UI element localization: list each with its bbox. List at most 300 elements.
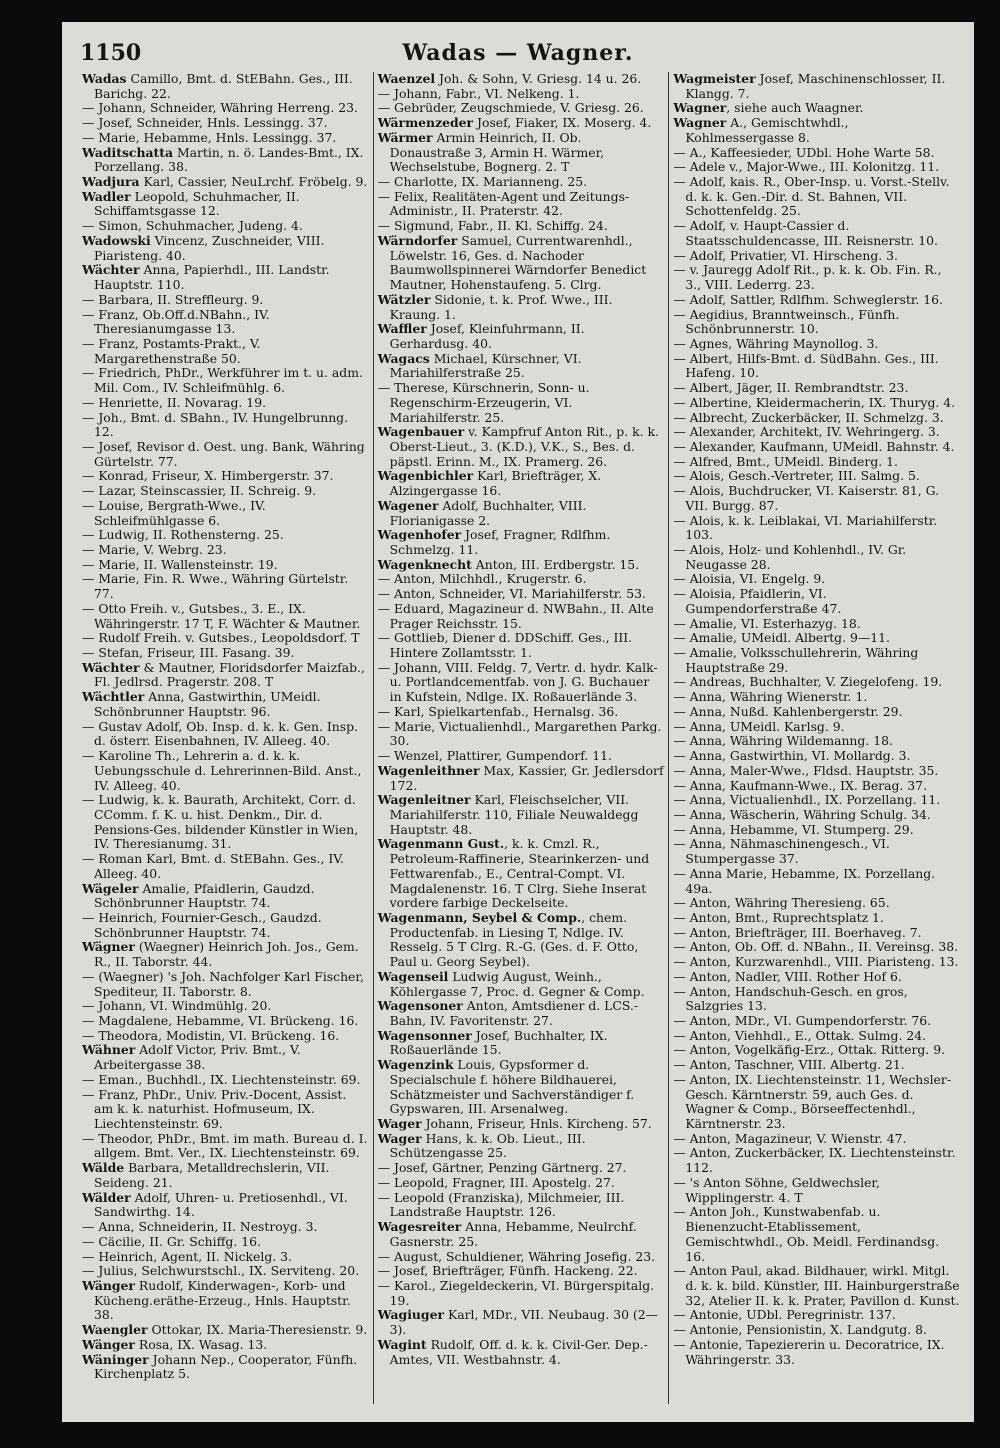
directory-entry xyxy=(378,131,665,175)
directory-entry xyxy=(82,1029,369,1044)
entry-details: — Marie, II. Wallensteinstr. 19. xyxy=(82,556,278,572)
entry-surname: Wänger xyxy=(82,1277,135,1293)
directory-entry xyxy=(673,411,960,426)
directory-entry xyxy=(82,646,369,661)
entry-details: — August, Schuldiener, Währing Josefig. 23. xyxy=(377,1248,656,1264)
entry-details: — Therese, Kürschnerin, Sonn- u. Regenschirm-Erzeugerin, VI. Mariahilferstr. 25. xyxy=(377,380,590,425)
entry-details: — Albert, Jäger, II. Rembrandtstr. 23. xyxy=(673,380,909,396)
directory-entry xyxy=(378,1250,665,1265)
entry-details: — Anton, IX. Liechtensteinstr. 11, Wechsler-Gesch. Kärntnerstr. 59, auch Ges. d. Wagner & Comp., Börseeffectenhdl., Kärntnerstr. 23. xyxy=(673,1071,951,1132)
entry-details: — Albrecht, Zuckerbäcker, II. Schmelzg. 3. xyxy=(673,409,944,425)
directory-entry xyxy=(82,690,369,719)
directory-entry xyxy=(378,1279,665,1308)
directory-entry xyxy=(82,131,369,146)
directory-entry xyxy=(378,1220,665,1249)
directory-entry xyxy=(673,705,960,720)
directory-entry xyxy=(673,1043,960,1058)
entry-details: — Anton Joh., Kunstwabenfab. u. Bienenzucht-Etablissement, Gemischtwhdl., Ob. Meidl. Ferdinandsg. 16. xyxy=(673,1204,940,1264)
directory-entry xyxy=(673,337,960,352)
entry-surname: Wagesreiter xyxy=(377,1219,462,1235)
directory-entry xyxy=(378,1176,665,1191)
directory-entry xyxy=(673,101,960,116)
running-head: Wadas — Wagner. xyxy=(402,40,634,66)
entry-details: Ludwig August, Weinh., Köhlergasse 7, Proc. d. Gegner & Comp. xyxy=(389,968,645,999)
entry-surname: Waenzel xyxy=(377,72,436,86)
entry-details: — Marie, Hebamme, Hnls. Lessingg. 37. xyxy=(82,129,337,145)
directory-entry xyxy=(673,1308,960,1323)
entry-details: — Anton, Kurzwarenhdl., VIII. Piaristeng. 13. xyxy=(673,954,959,970)
entry-surname: Wager xyxy=(377,1116,422,1132)
entry-details: — Henriette, II. Novarag. 19. xyxy=(82,394,267,410)
directory-entry xyxy=(82,970,369,999)
entry-surname: Wärndorfer xyxy=(377,232,458,248)
directory-entry xyxy=(673,587,960,616)
directory-entry xyxy=(82,337,369,366)
entry-details: — Albert, Hilfs-Bmt. d. SüdBahn. Ges., III. Hafeng. 10. xyxy=(673,350,939,381)
directory-entry xyxy=(378,558,665,573)
directory-entry xyxy=(378,352,665,381)
entry-details: — Roman Karl, Bmt. d. StEBahn. Ges., IV. Alleeg. 40. xyxy=(82,851,344,881)
entry-details: Michael, Kürschner, VI. Mariahilferstraße 25. xyxy=(389,350,582,381)
entry-details: — Johann, VIII. Feldg. 7, Vertr. d. hydr. Kalk- u. Portlandcementfab. von J. G. Buchauer in Kufstein, Ndlge. IX. Roßauerlände 3. xyxy=(377,659,658,705)
entry-details: — Theodor, PhDr., Bmt. im math. Bureau d. I. allgem. Bmt. Ver., IX. Liechtensteinstr. 69. xyxy=(82,1130,368,1161)
directory-entry xyxy=(82,263,369,292)
directory-page xyxy=(62,22,974,1422)
entry-details: — Alois, Buchdrucker, VI. Kaiserstr. 81, G. VII. Burgg. 87. xyxy=(673,483,940,513)
directory-entry xyxy=(378,1338,665,1367)
entry-details: Rudolf, Kinderwagen-, Korb- und Kücheng.eräthe-Erzeug., Hnls. Hauptstr. 38. xyxy=(94,1277,351,1323)
directory-entry xyxy=(378,1308,665,1337)
directory-entry xyxy=(673,1058,960,1073)
entry-details: — Marie, Victualienhdl., Margarethen Parkg. 30. xyxy=(377,718,662,749)
directory-entry xyxy=(673,293,960,308)
entry-surname: Wätzler xyxy=(377,291,431,307)
entry-details: — Heinrich, Fournier-Gesch., Gaudzd. Schönbrunner Hauptstr. 74. xyxy=(82,909,322,940)
entry-details: — Alois, Gesch.-Vertreter, III. Salmg. 5. xyxy=(673,468,920,484)
directory-entry xyxy=(378,1117,665,1132)
entry-details: — Adolf, kais. R., Ober-Insp. u. Vorst.-Stellv. d. k. k. Gen.-Dir. d. St. Bahnen, VII. Schottenfeldg. 25. xyxy=(673,174,950,219)
directory-entry xyxy=(82,1264,369,1279)
directory-entry xyxy=(82,1088,369,1132)
directory-entry xyxy=(673,1205,960,1264)
directory-entry xyxy=(673,440,960,455)
directory-entry xyxy=(82,1043,369,1072)
entry-details: Samuel, Currentwarenhdl., Löwelstr. 16, Ges. d. Nachoder Baumwollspinnerei Wärndorfer Benedict Mautner, Hohenstaufeng. 5. Clrg. xyxy=(389,232,647,293)
entry-details: Adolf Victor, Priv. Bmt., V. Arbeitergasse 38. xyxy=(94,1042,301,1073)
entry-details: Rosa, IX. Wasag. 13. xyxy=(134,1336,268,1352)
entry-details: — Simon, Schuhmacher, Judeng. 4. xyxy=(82,218,303,234)
directory-entry xyxy=(673,911,960,926)
directory-entry xyxy=(378,911,665,970)
entry-details: — Anna, Wäscherin, Währing Schulg. 34. xyxy=(673,806,931,822)
directory-entry xyxy=(378,1058,665,1117)
entry-details: — Otto Freih. v., Gutsbes., 3. E., IX. Währingerstr. 17 T, F. Wächter & Mautner. xyxy=(82,600,361,631)
entry-details: Rudolf, Off. d. k. k. Civil-Ger. Dep.-Amtes, VII. Westbahnstr. 4. xyxy=(389,1336,648,1367)
directory-entry xyxy=(378,793,665,837)
directory-entry xyxy=(673,985,960,1014)
entry-details: — Anton, Bmt., Ruprechtsplatz 1. xyxy=(673,909,884,925)
directory-entry xyxy=(673,146,960,161)
directory-entry xyxy=(82,572,369,601)
directory-entry xyxy=(673,926,960,941)
directory-entry xyxy=(378,1132,665,1161)
entry-details: — Johann, Fabr., VI. Nelkeng. 1. xyxy=(377,85,580,101)
entry-surname: Wagensoner xyxy=(377,998,463,1014)
entry-details: — Anton Paul, akad. Bildhauer, wirkl. Mitgl. d. k. k. bild. Künstler, III. Hainburgerstraße 32, Atelier II. k. k. Prater, Pavillon d. Kunst. xyxy=(673,1263,960,1308)
directory-entry xyxy=(82,1323,369,1338)
directory-entry xyxy=(82,999,369,1014)
entry-details: , k. k. Cmzl. R., Petroleum-Raffinerie, Stearinkerzen- und Fettwarenfab., E., Central-Compt. VI. Magdalenenstr. 16. T Clrg. Siehe Inserat vordere farbige Deckelseite. xyxy=(389,836,650,911)
entry-details: — Ludwig, II. Rothensterng. 25. xyxy=(82,527,284,543)
entry-surname: Wäninger xyxy=(82,1351,149,1367)
entry-surname: Wagenhofer xyxy=(377,527,462,543)
entry-details: Anton, Amtsdiener d. LCS.-Bahn, IV. Favoritenstr. 27. xyxy=(389,998,639,1028)
entry-details: — Ludwig, k. k. Baurath, Architekt, Corr. d. CComm. f. K. u. hist. Denkm., Dir. d. Pensions-Ges. bildender Künstler in Wien, IV. Theresianumg. 31. xyxy=(82,792,359,852)
entry-details: — Aloisia, VI. Engelg. 9. xyxy=(673,571,826,587)
entry-surname: Wadas xyxy=(82,72,127,86)
entry-details: Anna, Hebamme, Neulrchf. Gasnerstr. 25. xyxy=(389,1219,637,1249)
entry-details: — Marie, V. Webrg. 23. xyxy=(82,542,227,557)
entry-details: — Amalie, UMeidl. Albertg. 9—11. xyxy=(673,630,890,646)
entry-details: Anton, III. Erdbergstr. 15. xyxy=(471,556,640,572)
directory-entry xyxy=(82,1191,369,1220)
directory-entry xyxy=(82,1220,369,1235)
entry-details: , siehe auch Waagner. xyxy=(726,100,864,116)
entry-surname: Waengler xyxy=(82,1322,148,1338)
entry-details: Martin, n. ö. Landes-Bmt., IX. Porzellang. 38. xyxy=(94,144,364,175)
directory-entry xyxy=(378,175,665,190)
entry-details: — Magdalene, Hebamme, VI. Brückeng. 16. xyxy=(82,1013,359,1028)
directory-entry xyxy=(673,425,960,440)
entry-details: — (Waegner) 's Joh. Nachfolger Karl Fischer, Spediteur, II. Taborstr. 8. xyxy=(82,968,364,999)
entry-details: — Josef, Briefträger, Fünfh. Hackeng. 22. xyxy=(377,1263,638,1279)
directory-entry xyxy=(82,602,369,631)
entry-details: — Anton, Zuckerbäcker, IX. Liechtensteinstr. 112. xyxy=(673,1145,956,1176)
entry-details: — Heinrich, Agent, II. Nickelg. 3. xyxy=(82,1248,292,1264)
directory-entry xyxy=(673,779,960,794)
entry-details: — Charlotte, IX. Marianneng. 25. xyxy=(377,174,588,190)
directory-entry xyxy=(673,646,960,675)
column-middle xyxy=(373,72,669,1404)
entry-details: — Felix, Realitäten-Agent und Zeitungs-Administr., II. Praterstr. 42. xyxy=(377,188,630,219)
directory-entry xyxy=(378,116,665,131)
directory-entry xyxy=(82,911,369,940)
entry-details: — A., Kaffeesieder, UDbl. Hohe Warte 58. xyxy=(673,144,935,160)
directory-entry xyxy=(82,940,369,969)
directory-entry xyxy=(378,87,665,102)
directory-entry xyxy=(673,469,960,484)
entry-details: Camillo, Bmt. d. StEBahn. Ges., III. Barichg. 22. xyxy=(94,72,353,101)
entry-surname: Wälde xyxy=(82,1160,125,1176)
directory-entry xyxy=(378,720,665,749)
page-number: 1150 xyxy=(80,40,142,66)
directory-entry xyxy=(82,1353,369,1382)
entry-details: — Gebrüder, Zeugschmiede, V. Griesg. 26. xyxy=(377,100,644,116)
directory-entry xyxy=(673,543,960,572)
entry-details: — v. Jauregg Adolf Rit., p. k. k. Ob. Fin. R., 3., VIII. Lederrg. 23. xyxy=(673,262,942,293)
directory-entry xyxy=(82,793,369,852)
entry-details: v. Kampfruf Anton Rit., p. k. k. Oberst-Lieut., 3. (K.D.), V.K., S., Bes. d. päpstl. Erinn. M., IX. Pramerg. 26. xyxy=(389,424,659,469)
directory-entry xyxy=(378,1191,665,1220)
directory-entry xyxy=(82,396,369,411)
entry-details: — Anton, MDr., VI. Gumpendorferstr. 76. xyxy=(673,1013,932,1028)
directory-entry xyxy=(82,440,369,469)
entry-surname: Wächtler xyxy=(82,689,145,705)
directory-entry xyxy=(378,219,665,234)
directory-entry xyxy=(82,116,369,131)
directory-entry xyxy=(82,749,369,793)
entry-details: Joh. & Sohn, V. Griesg. 14 u. 26. xyxy=(435,72,642,86)
entry-details: — Alfred, Bmt., UMeidl. Binderg. 1. xyxy=(673,453,898,469)
entry-surname: Wagenbauer xyxy=(377,424,465,440)
directory-entry xyxy=(82,484,369,499)
entry-details: — Anton, Vogelkäfig-Erz., Ottak. Ritterg. 9. xyxy=(673,1042,946,1058)
directory-entry xyxy=(82,558,369,573)
entry-details: — Anton, Nadler, VIII. Rother Hof 6. xyxy=(673,968,902,984)
entry-details: Karl, MDr., VII. Neubaug. 30 (2—3). xyxy=(389,1307,659,1338)
directory-entry xyxy=(673,1146,960,1175)
entry-details: Louis, Gypsformer d. Specialschule f. höhere Bildhauerei, Schätzmeister und Sachverständiger f. Gypswaren, III. Arsenalweg. xyxy=(389,1057,635,1117)
entry-surname: Wärmer xyxy=(377,129,433,145)
directory-entry xyxy=(673,1323,960,1338)
entry-details: Vincenz, Zuschneider, VIII. Piaristeng. 40. xyxy=(94,232,325,263)
entry-details: — Anton, Milchhdl., Krugerstr. 6. xyxy=(377,571,587,587)
directory-entry xyxy=(378,587,665,602)
directory-entry xyxy=(82,528,369,543)
directory-entry xyxy=(673,955,960,970)
directory-entry xyxy=(82,1250,369,1265)
entry-details: — Anna, UMeidl. Karlsg. 9. xyxy=(673,718,845,734)
directory-entry xyxy=(378,381,665,425)
directory-entry xyxy=(378,1264,665,1279)
entry-details: Armin Heinrich, II. Ob. Donaustraße 3, Armin H. Wärmer, Wechselstube, Bognerg. 2. T xyxy=(389,129,605,175)
entry-details: — Karoline Th., Lehrerin a. d. k. k. Uebungsschule d. Lehrerinnen-Bild. Anst., IV. Alleeg. 40. xyxy=(82,748,362,793)
entry-details: — Gottlieb, Diener d. DDSchiff. Ges., III. Hintere Zollamtsstr. 1. xyxy=(377,630,633,661)
column-right xyxy=(668,72,964,1404)
directory-entry xyxy=(378,999,665,1028)
directory-entry xyxy=(673,116,960,145)
directory-entry xyxy=(378,837,665,911)
directory-entry xyxy=(82,882,369,911)
entry-details: — Anton, Schneider, VI. Mariahilferstr. 53. xyxy=(377,586,646,602)
entry-details: — Marie, Fin. R. Wwe., Währing Gürtelstr. 77. xyxy=(82,571,349,602)
entry-details: — Alois, Holz- und Kohlenhdl., IV. Gr. Neugasse 28. xyxy=(673,542,907,572)
entry-details: A., Gemischtwhdl., Kohlmessergasse 8. xyxy=(685,115,849,145)
directory-entry xyxy=(378,499,665,528)
directory-entry xyxy=(82,1279,369,1323)
directory-entry xyxy=(378,1029,665,1058)
directory-entry xyxy=(82,411,369,440)
entry-details: — Anton, Währing Theresieng. 65. xyxy=(673,895,890,911)
entry-details: — Eman., Buchhdl., IX. Liechtensteinstr. 69. xyxy=(82,1071,361,1087)
entry-surname: Wagensonner xyxy=(377,1027,472,1043)
entry-details: — Adolf, Sattler, Rdlfhm. Schweglerstr. 16. xyxy=(673,291,943,307)
entry-details: — Barbara, II. Streffleurg. 9. xyxy=(82,291,264,307)
entry-surname: Wagner xyxy=(673,100,727,116)
directory-entry xyxy=(82,308,369,337)
entry-details: Ottokar, IX. Maria-Theresienstr. 9. xyxy=(147,1322,368,1338)
entry-details: — Friedrich, PhDr., Werkführer im t. u. adm. Mil. Com., IV. Schleifmühlg. 6. xyxy=(82,365,363,396)
entry-surname: Wagenzink xyxy=(377,1057,454,1073)
entry-details: — Johann, Schneider, Währing Herreng. 23. xyxy=(82,100,358,116)
directory-entry xyxy=(378,528,665,557)
directory-entry xyxy=(673,1014,960,1029)
directory-entry xyxy=(673,352,960,381)
directory-entry xyxy=(378,322,665,351)
directory-entry xyxy=(82,1014,369,1029)
entry-details: — Albertine, Kleidermacherin, IX. Thuryg. 4. xyxy=(673,394,956,410)
entry-surname: Wadler xyxy=(82,188,131,204)
directory-entry xyxy=(82,293,369,308)
directory-entry xyxy=(378,469,665,498)
directory-entry xyxy=(673,617,960,632)
entry-details: — Antonie, Tapeziererin u. Decoratrice, IX. Währingerstr. 33. xyxy=(673,1336,945,1367)
entry-details: Amalie, Pfaidlerin, Gaudzd. Schönbrunner Hauptstr. 74. xyxy=(94,880,315,911)
directory-entry xyxy=(378,631,665,660)
entry-details: — Anna, Währing Wienerstr. 1. xyxy=(673,689,868,705)
directory-entry xyxy=(82,366,369,395)
directory-entry xyxy=(673,249,960,264)
directory-entry xyxy=(673,1176,960,1205)
entry-details: — Anna, Nähmaschinengesch., VI. Stumpergasse 37. xyxy=(673,836,890,867)
entry-details: & Mautner, Floridsdorfer Maizfab., Fl. Jedlrsd. Pragerstr. 208. T xyxy=(94,659,365,690)
entry-details: — Anna Marie, Hebamme, IX. Porzellang. 49a. xyxy=(673,865,936,896)
entry-details: Karl, Cassier, NeuLrchf. Fröbelg. 9. xyxy=(139,174,368,190)
directory-entry xyxy=(673,572,960,587)
entry-surname: Wagmeister xyxy=(673,72,756,86)
entry-surname: Wagener xyxy=(377,497,439,513)
directory-entry xyxy=(82,146,369,175)
entry-surname: Wagenleitner xyxy=(377,792,471,808)
entry-details: — Anton, Viehhdl., E., Ottak. Sulmg. 24. xyxy=(673,1027,927,1043)
entry-details: — Antonie, UDbl. Peregrinistr. 137. xyxy=(673,1307,896,1323)
directory-entry xyxy=(673,837,960,866)
entry-details: — Josef, Revisor d. Oest. ung. Bank, Währing Gürtelstr. 77. xyxy=(82,438,365,469)
entry-details: Hans, k. k. Ob. Lieut., III. Schützengasse 25. xyxy=(389,1130,586,1161)
entry-surname: Wagenleithner xyxy=(377,762,480,778)
entry-details: — Konrad, Friseur, X. Himbergerstr. 37. xyxy=(82,468,334,484)
entry-details: — Leopold (Franziska), Milchmeier, III. Landstraße Hauptstr. 126. xyxy=(377,1189,625,1220)
directory-entry xyxy=(378,1161,665,1176)
entry-details: — Aloisia, Pfaidlerin, VI. Gumpendorferstraße 47. xyxy=(673,586,842,616)
directory-entry xyxy=(378,190,665,219)
entry-details: (Waegner) Heinrich Joh. Jos., Gem. R., II. Taborstr. 44. xyxy=(94,939,359,970)
entry-details: Anna, Papierhdl., III. Landstr. Hauptstr. 110. xyxy=(94,262,330,293)
directory-entry xyxy=(82,219,369,234)
directory-entry xyxy=(673,1338,960,1367)
entry-details: — Anton, Briefträger, III. Boerhaveg. 7. xyxy=(673,924,922,940)
entry-surname: Wager xyxy=(377,1130,422,1146)
directory-entry xyxy=(673,514,960,543)
entry-details: — Julius, Selchwurstschl., IX. Serviteng. 20. xyxy=(82,1263,360,1279)
entry-details: — Sigmund, Fabr., II. Kl. Schiffg. 24. xyxy=(377,218,608,234)
directory-entry xyxy=(378,72,665,87)
directory-entry xyxy=(673,175,960,219)
directory-entry xyxy=(673,381,960,396)
entry-details: — Gustav Adolf, Ob. Insp. d. k. k. Gen. Insp. d. österr. Eisenbahnen, IV. Alleeg. 40. xyxy=(82,718,358,749)
entry-details: Josef, Kleinfuhrmann, II. Gerhardusg. 40. xyxy=(389,321,585,351)
directory-entry xyxy=(673,1073,960,1132)
entry-details: Leopold, Schuhmacher, II. Schiffamtsgasse 12. xyxy=(94,188,300,219)
entry-surname: Wägner xyxy=(82,939,135,955)
entry-surname: Wadjura xyxy=(82,174,140,190)
directory-entry xyxy=(673,455,960,470)
directory-entry xyxy=(82,1073,369,1088)
entry-surname: Wagner xyxy=(673,115,727,131)
entry-details: Barbara, Metalldrechslerin, VII. Seideng. 21. xyxy=(94,1160,330,1190)
directory-entry xyxy=(82,543,369,558)
directory-entry xyxy=(673,808,960,823)
entry-surname: Wagiuger xyxy=(377,1307,444,1323)
directory-entry xyxy=(378,425,665,469)
directory-entry xyxy=(82,101,369,116)
directory-entry xyxy=(673,263,960,292)
entry-details: Karl, Briefträger, X. Alzingergasse 16. xyxy=(389,468,602,499)
entry-surname: Wagint xyxy=(377,1336,427,1352)
entry-details: Karl, Fleischselcher, VII. Mariahilferstr. 110, Filiale Neuwaldegg Hauptstr. 48. xyxy=(389,792,639,837)
entry-details: — Alexander, Kaufmann, UMeidl. Bahnstr. 4. xyxy=(673,438,955,454)
columns-container xyxy=(78,72,964,1404)
directory-entry xyxy=(378,764,665,793)
entry-details: Adolf, Uhren- u. Pretiosenhdl., VI. Sandwirthg. 14. xyxy=(94,1189,348,1220)
directory-entry xyxy=(82,1161,369,1190)
directory-entry xyxy=(673,1132,960,1147)
entry-surname: Wärmenzeder xyxy=(377,115,474,131)
entry-details: — Franz, Postamts-Prakt., V. Margarethenstraße 50. xyxy=(82,335,261,366)
entry-details: — Theodora, Modistin, VI. Brückeng. 16. xyxy=(82,1027,340,1043)
entry-surname: Wächter xyxy=(82,659,140,675)
directory-entry xyxy=(82,661,369,690)
column-left xyxy=(78,72,373,1404)
entry-details: — Anna, Kaufmann-Wwe., IX. Berag. 37. xyxy=(673,777,928,793)
entry-surname: Wächter xyxy=(82,262,140,278)
entry-details: — Franz, Ob.Off.d.NBahn., IV. Theresianumgasse 13. xyxy=(82,306,270,337)
entry-details: — Josef, Schneider, Hnls. Lessingg. 37. xyxy=(82,115,328,131)
entry-details: — Anton, Magazineur, V. Wienstr. 47. xyxy=(673,1130,907,1146)
directory-entry xyxy=(378,101,665,116)
entry-details: Josef, Fiaker, IX. Moserg. 4. xyxy=(473,115,652,131)
directory-entry xyxy=(378,661,665,705)
entry-details: — Franz, PhDr., Univ. Priv.-Docent, Assist. am k. k. naturhist. Hofmuseum, IX. Liechtensteinstr. 69. xyxy=(82,1086,347,1132)
directory-entry xyxy=(673,219,960,248)
entry-details: — Anna, Währing Wildemanng. 18. xyxy=(673,733,893,749)
entry-details: Josef, Maschinenschlosser, II. Klangg. 7. xyxy=(685,72,946,101)
entry-details: — Karl, Spielkartenfab., Hernalsg. 36. xyxy=(377,703,619,719)
entry-details: — Anna, Nußd. Kahlenbergerstr. 29. xyxy=(673,703,903,719)
entry-details: Anna, Gastwirthin, UMeidl. Schönbrunner Hauptstr. 96. xyxy=(94,689,321,719)
entry-details: — Anton, Ob. Off. d. NBahn., II. Vereinsg. 38. xyxy=(673,939,959,955)
entry-surname: Wagenknecht xyxy=(377,556,472,572)
directory-entry xyxy=(673,896,960,911)
entry-details: — Adele v., Major-Wwe., III. Kolonitzg. 11. xyxy=(673,159,940,175)
directory-entry xyxy=(82,175,369,190)
directory-entry xyxy=(673,675,960,690)
entry-surname: Waffler xyxy=(377,321,427,337)
entry-details: — Joh., Bmt. d. SBahn., IV. Hungelbrunng. 12. xyxy=(82,409,349,440)
entry-details: Josef, Buchhalter, IX. Roßauerlände 15. xyxy=(389,1027,608,1058)
directory-entry xyxy=(673,749,960,764)
directory-entry xyxy=(378,293,665,322)
entry-details: — Leopold, Fragner, III. Apostelg. 27. xyxy=(377,1174,615,1190)
entry-details: — Johann, VI. Windmühlg. 20. xyxy=(82,998,272,1014)
directory-entry xyxy=(82,852,369,881)
entry-details: — Wenzel, Plattirer, Gumpendorf. 11. xyxy=(377,748,612,764)
entry-details: — Anna, Maler-Wwe., Fldsd. Hauptstr. 35. xyxy=(673,762,939,778)
directory-entry xyxy=(673,764,960,779)
directory-entry xyxy=(673,1264,960,1308)
entry-surname: Wälder xyxy=(82,1189,131,1205)
entry-details: — Karol., Ziegeldeckerin, VI. Bürgerspitalg. 19. xyxy=(377,1277,655,1308)
